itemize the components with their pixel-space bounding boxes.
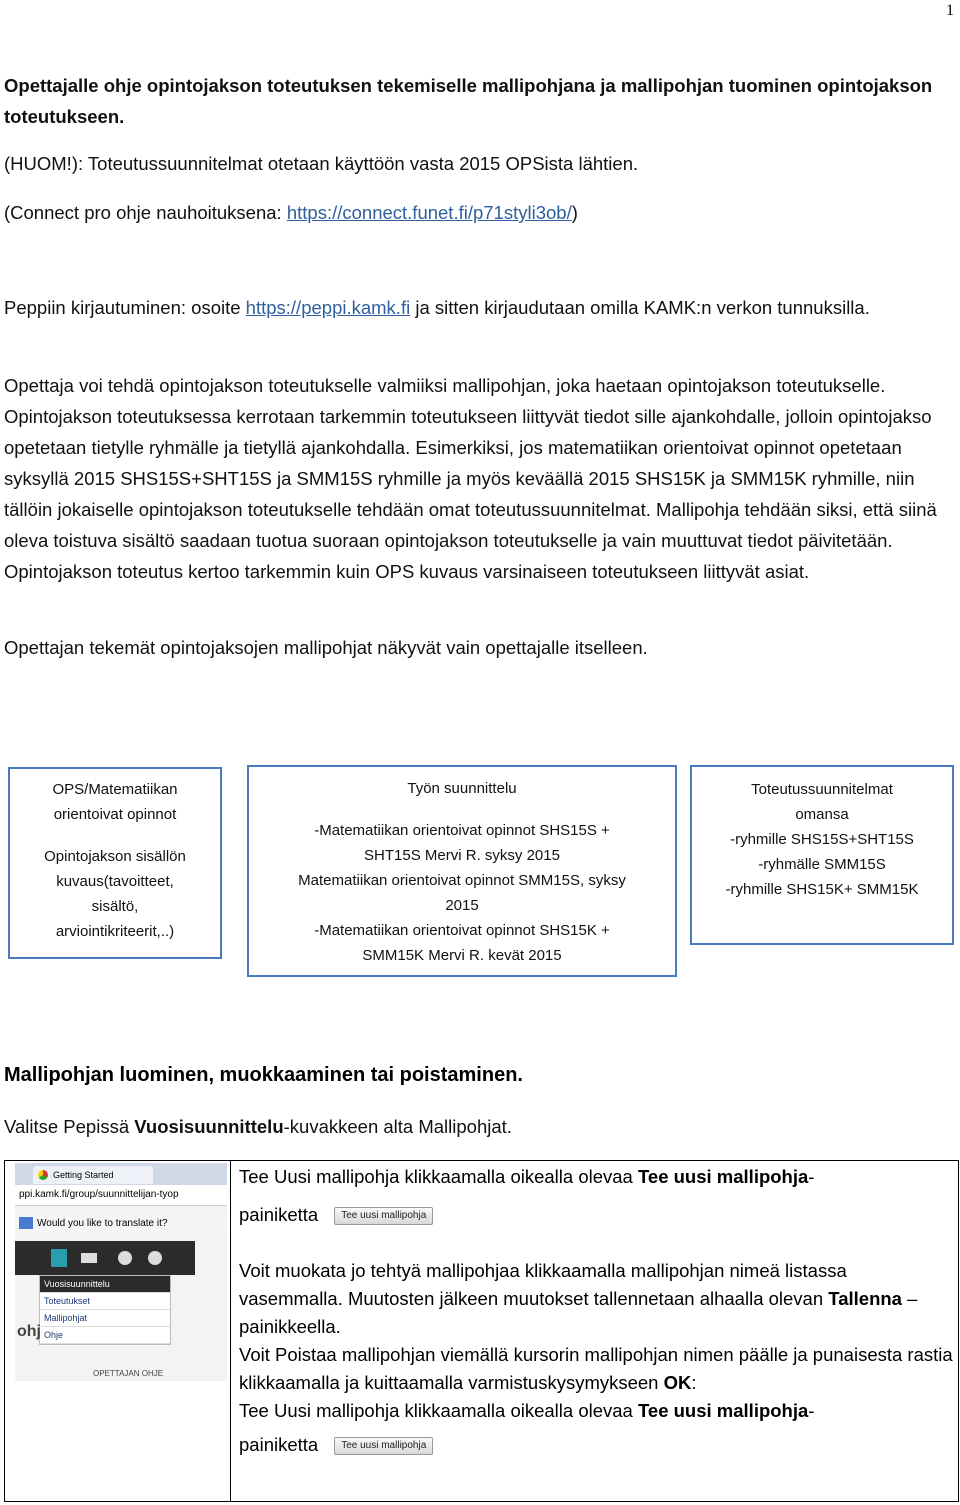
dropdown-title: Vuosisuunnittelu bbox=[40, 1276, 170, 1293]
delete-prefix: Voit Poistaa mallipohjan viemällä kursorin mallipohjan nimen päälle ja punaisesta rastia klikkaamalla ja kuittaamalla varmistuskysymykseen bbox=[239, 1344, 953, 1393]
new-suffix: - bbox=[808, 1166, 815, 1187]
planning-box bbox=[247, 765, 677, 977]
new-template-button-line bbox=[239, 1201, 954, 1229]
login-paragraph bbox=[4, 292, 934, 323]
edit-suffix: – painikkeella. bbox=[239, 1288, 918, 1337]
connect-link[interactable]: https://connect.funet.fi/p71styli3ob/ bbox=[286, 202, 572, 223]
page-number: 1 bbox=[946, 2, 954, 19]
ops-box bbox=[8, 767, 222, 959]
planning-box-line2: -Matematiikan orientoivat opinnot SHS15S + bbox=[314, 822, 610, 839]
delete-bold: OK bbox=[663, 1372, 692, 1393]
address-bar: ppi.kamk.fi/group/suunnittelijan-tyop bbox=[15, 1185, 227, 1206]
login-suffix: ja sitten kirjaudutaan omilla KAMK:n verkon tunnuksilla. bbox=[410, 297, 870, 318]
huom-note: (HUOM!): Toteutussuunnitelmat otetaan käyttöön vasta 2015 OPSista lähtien. bbox=[4, 153, 639, 174]
new-template-button-line-2 bbox=[239, 1431, 954, 1459]
instruction-text bbox=[239, 1161, 954, 1459]
select-instruction bbox=[4, 1111, 512, 1142]
translate-icon bbox=[19, 1217, 33, 1229]
chrome-icon bbox=[38, 1170, 48, 1180]
planning-box-line4: Matematiikan orientoivat opinnot SMM15S, syksy bbox=[298, 872, 626, 889]
new-template-line-2 bbox=[239, 1397, 954, 1425]
planning-box-line1: Työn suunnittelu bbox=[407, 780, 517, 797]
connect-line bbox=[4, 197, 578, 228]
new-bold: Tee uusi mallipohja bbox=[637, 1166, 809, 1187]
planning-box-line7: SMM15K Mervi R. kevät 2015 bbox=[362, 947, 562, 964]
browser-tab bbox=[33, 1166, 153, 1184]
section-title: Mallipohjan luominen, muokkaaminen tai poistaminen. bbox=[4, 1064, 523, 1086]
ops-box-line5: sisältö, bbox=[91, 898, 139, 915]
side-text: ohj bbox=[17, 1323, 41, 1340]
translate-bar bbox=[15, 1213, 227, 1235]
delete-suffix: : bbox=[691, 1372, 697, 1393]
edit-prefix: Voit muokata jo tehtyä mallipohjaa klikkaamalla mallipohjan nimeä listassa vasemmalla. Muutosten jälkeen muutokset tallennetaan alhaalla olevan bbox=[239, 1260, 847, 1309]
dropdown-item-ohje[interactable]: Ohje bbox=[40, 1327, 170, 1344]
implementation-box-line1: Toteutussuunnitelmat bbox=[751, 781, 893, 798]
new-template-button-2[interactable]: Tee uusi mallipohja bbox=[334, 1437, 433, 1455]
dropdown-item-mallipohjat[interactable]: Mallipohjat bbox=[40, 1310, 170, 1327]
gear-icon bbox=[148, 1251, 162, 1265]
edit-bold: Tallenna bbox=[828, 1288, 902, 1309]
connect-prefix: (Connect pro ohje nauhoituksena: bbox=[4, 202, 287, 223]
ops-box-line6: arviointikriteerit,..) bbox=[55, 923, 175, 940]
new-template-button[interactable]: Tee uusi mallipohja bbox=[334, 1207, 433, 1225]
document-heading: Opettajalle ohje opintojakson toteutuksen tekemiselle mallipohjana ja mallipohjan tuominen opintojakson toteutukseen. bbox=[4, 75, 933, 127]
edit-paragraph bbox=[239, 1257, 954, 1341]
planning-box-line6: -Matematiikan orientoivat opinnot SHS15K + bbox=[314, 922, 610, 939]
year-planning-icon bbox=[51, 1249, 67, 1267]
toolbar-icon-2 bbox=[81, 1253, 97, 1263]
planning-dropdown bbox=[39, 1275, 171, 1345]
login-prefix: Peppiin kirjautuminen: osoite bbox=[4, 297, 246, 318]
toolbar-icon-3 bbox=[118, 1251, 132, 1265]
select-prefix: Valitse Pepissä bbox=[4, 1116, 135, 1137]
planning-box-line5: 2015 bbox=[445, 897, 479, 914]
peppi-screenshot bbox=[15, 1163, 227, 1381]
delete-paragraph bbox=[239, 1341, 954, 1397]
table-divider bbox=[230, 1161, 231, 1501]
new2-suffix: - bbox=[808, 1400, 815, 1421]
ops-box-line2: orientoivat opinnot bbox=[53, 806, 177, 823]
implementation-box-line2: omansa bbox=[795, 806, 849, 823]
toolbar-icons bbox=[15, 1241, 195, 1275]
ops-box-line1: OPS/Matematiikan bbox=[52, 781, 178, 798]
intro-paragraph: Opettaja voi tehdä opintojakson toteutukselle valmiiksi mallipohjan, joka haetaan opintojakson toteutukselle. Opintojakson toteutuksessa kerrotaan tarkemmin toteutukseen liittyvät tiedot sille ajankohdalle, jolloin opintojakso opetetaan tietylle ryhmälle ja tietyllä ajankohdalla. Esimerkiksi, jos matematiikan orientoivat opinnot opetetaan syksyllä 2015 SHS15S+SHT15S ja SMM15S ryhmille ja myös keväällä 2015 SHS15K ja SMM15K ryhmille, niin tällöin jokaiselle opintojakson toteutukselle tehdään omat toteutussuunnitelmat. Mallipohja tehdään siksi, että siinä oleva toistuva sisältö saadaan tuotua suoraan opintojakson toteutukselle ja vain muuttuvat tiedot päivitetään. Opintojakson toteutus kertoo tarkemmin kuin OPS kuvaus varsinaiseen toteutukseen liittyvät asiat. bbox=[4, 375, 937, 582]
new-template-line bbox=[239, 1163, 954, 1191]
planning-box-line3: SHT15S Mervi R. syksy 2015 bbox=[364, 847, 560, 864]
peppi-toolbar bbox=[15, 1241, 195, 1275]
implementation-box-line3: -ryhmille SHS15S+SHT15S bbox=[730, 831, 914, 848]
new-prefix: Tee Uusi mallipohja klikkaamalla oikealla olevaa bbox=[239, 1166, 638, 1187]
implementation-box-line5: -ryhmille SHS15K+ SMM15K bbox=[725, 881, 919, 898]
new2-prefix: Tee Uusi mallipohja klikkaamalla oikealla olevaa bbox=[239, 1400, 638, 1421]
translate-text: Would you like to translate it? bbox=[37, 1218, 168, 1229]
visibility-note: Opettajan tekemät opintojaksojen mallipohjat näkyvät vain opettajalle itselleen. bbox=[4, 637, 648, 658]
ops-box-line3: Opintojakson sisällön bbox=[44, 848, 186, 865]
instruction-table bbox=[4, 1160, 959, 1502]
ops-box-line4: kuvaus(tavoitteet, bbox=[56, 873, 174, 890]
connect-suffix: ) bbox=[571, 202, 578, 223]
screenshot-footer: OPETTAJAN OHJE bbox=[93, 1369, 164, 1378]
select-bold: Vuosisuunnittelu bbox=[134, 1116, 284, 1137]
tab-title: Getting Started bbox=[53, 1170, 114, 1180]
new2-bold: Tee uusi mallipohja bbox=[637, 1400, 809, 1421]
browser-tabbar bbox=[15, 1163, 227, 1185]
implementation-box bbox=[690, 765, 954, 945]
new2-word: painiketta bbox=[239, 1434, 319, 1455]
login-link[interactable]: https://peppi.kamk.fi bbox=[245, 297, 411, 318]
implementation-box-line4: -ryhmälle SMM15S bbox=[758, 856, 886, 873]
dropdown-item-toteutukset[interactable]: Toteutukset bbox=[40, 1293, 170, 1310]
select-suffix: -kuvakkeen alta Mallipohjat. bbox=[283, 1116, 512, 1137]
new-word: painiketta bbox=[239, 1204, 319, 1225]
